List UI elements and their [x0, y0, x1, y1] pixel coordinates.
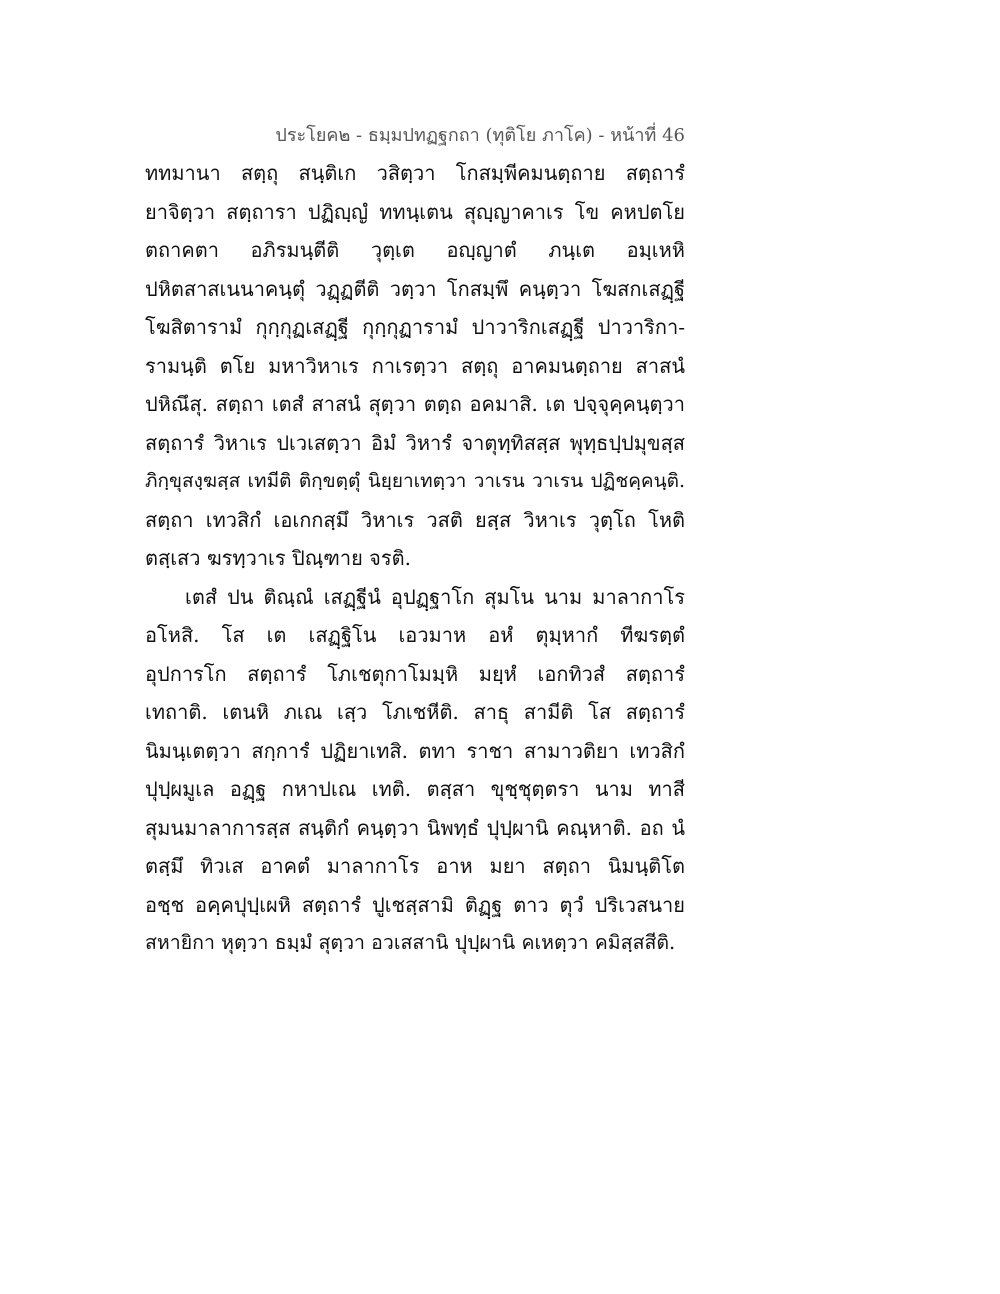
text-line: เทถาติ. เตนหิ ภเณ เสฺว โภเชหีติ. สาธุ สามีติ โส สตฺถารํ — [145, 700, 685, 724]
body-text — [145, 154, 685, 963]
paragraph-1 — [145, 154, 685, 578]
text-line: ททมานา สตฺถุ สนฺติเก วสิตฺวา โกสมฺพีคมนตฺถาย สตฺถารํ — [145, 161, 685, 185]
text-line: ตถาคตา อภิรมนฺตีติ วุตฺเต อญฺญาตํ ภนฺเต อมฺเหหิ — [145, 238, 685, 262]
text-line: ตสฺเสว ฆรทฺวาเร ปิณฺฑาย จรติ. — [145, 546, 411, 570]
text-line: สตฺถา เทวสิกํ เอเกกสฺมึ วิหาเร วสติ ยสฺส วิหาเร วุตฺโถ โหติ — [145, 507, 685, 532]
text-line: อโหสิ. โส เต เสฏฺฐิโน เอวมาห อหํ ตุมฺหากํ ทีฆรตฺตํ — [145, 623, 685, 647]
text-line: ยาจิตฺวา สตฺถารา ปฏิญฺญํ ททนฺเตน สุญฺญาคาเร โข คหปตโย — [145, 199, 685, 224]
text-line: ปุปฺผมูเล อฏฺฐ กหาปเณ เทติ. ตสฺสา ขุชฺชุตฺตรา นาม ทาสี — [145, 777, 685, 801]
text-line: สหายิกา หุตฺวา ธมฺมํ สุตฺวา อวเสสานิ ปุปฺผานิ คเหตฺวา คมิสฺสสีติ. — [145, 931, 676, 954]
text-line: อชฺช อคฺคปุปฺเผหิ สตฺถารํ ปูเชสฺสามิ ติฏฺฐ ตาว ตุวํ ปริเวสนาย — [145, 892, 685, 917]
text-line: สตฺถารํ วิหาเร ปเวเสตฺวา อิมํ วิหารํ จาตุทฺทิสสฺส พุทฺธปฺปมุขสฺส — [145, 430, 685, 455]
paragraph-2 — [145, 578, 685, 963]
text-line: เตสํ ปน ติณฺณํ เสฏฺฐีนํ อุปฏฺฐาโก สุมโน นาม มาลากาโร — [185, 584, 685, 609]
text-line: ปหิณึสุ. สตฺถา เตสํ สาสนํ สุตฺวา ตตฺถ อคมาสิ. เต ปจฺจุคฺคนฺตฺวา — [145, 392, 685, 416]
text-line: ภิกฺขุสงฺฆสฺส เทมีติ ติกฺขตฺตุํ นิยฺยาเทตฺวา วาเรน วาเรน ปฏิชคฺคนฺติ. — [145, 470, 685, 492]
text-line: รามนฺติ ตโย มหาวิหาเร กาเรตฺวา สตฺถุ อาคมนตฺถาย สาสนํ — [145, 353, 685, 378]
running-header: ประโยค๒ - ธมฺมปทฏฐกถา (ทุติโย ภาโค) - หน้าที่ 46 — [275, 125, 685, 146]
text-line: โฆสิตารามํ กุกฺกุฏเสฏฺฐี กุกฺกุฏารามํ ปาวาริกเสฏฺฐี ปาวาริกา- — [145, 315, 685, 339]
text-line: นิมนฺเตตฺวา สกฺการํ ปฏิยาเทสิ. ตทา ราชา สามาวติยา เทวสิกํ — [145, 738, 685, 763]
text-line: ตสฺมึ ทิวเส อาคตํ มาลากาโร อาห มยา สตฺถา นิมนฺติโต — [145, 854, 685, 878]
text-line: ปหิตสาสเนนาคนฺตุํ วฏฺฏตีติ วตฺวา โกสมฺพึ คนฺตฺวา โฆสกเสฏฺฐี — [145, 276, 685, 301]
text-line: อุปการโก สตฺถารํ โภเชตุกาโมมฺหิ มยฺหํ เอกทิวสํ สตฺถารํ — [145, 661, 685, 686]
text-line: สุมนมาลาการสฺส สนฺติกํ คนฺตฺวา นิพทฺธํ ปุปฺผานิ คณฺหาติ. อถ นํ — [145, 815, 685, 840]
